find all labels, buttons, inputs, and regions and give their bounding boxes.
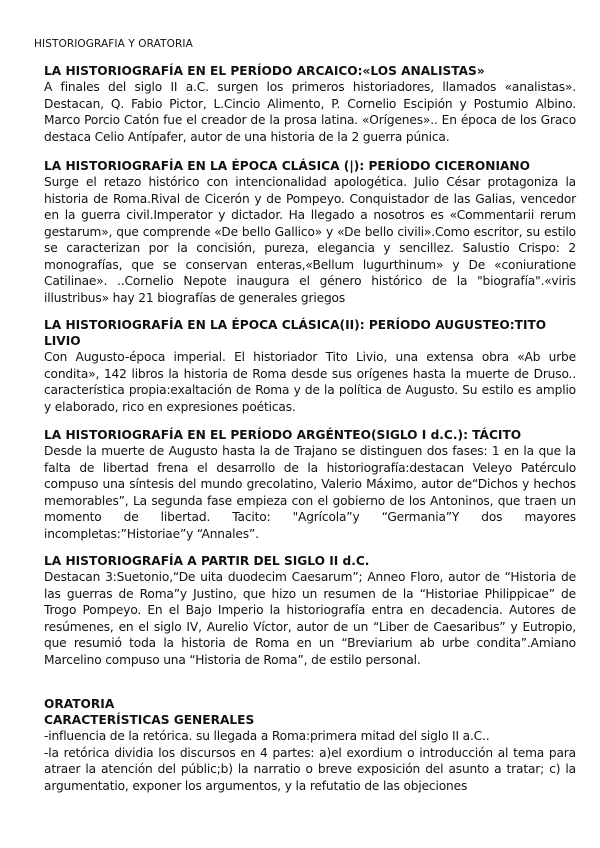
section-body: Surge el retazo histórico con intencionalidad apologética. Julio César protagoniza la historia de Roma.Rival de Cicerón y de Pompeyo. Conquistador de las Galias, vencedor en la guerra civil.Imperator y dictador. Ha llegado a nosotros es «Commentarii rerum gestarum», que comprende «De bello Gallico» y «De bello civili».Como escritor, su estilo se caracterizan por la concisión, pureza, elegancia y sencillez. Salustio Crispo: 2 monografías, que se conservan enteras,«Bellum lugurthinum» y De «coniuratione Catilinae». ..Cornelio Nepote inaugura el género histórico de la "biografía".«viris illustribus» hay 21 biografías de generales griegos bbox=[44, 175, 576, 305]
section-heading: LA HISTORIOGRAFÍA EN EL PERÍODO ARGÉNTEO(SIGLO I d.C.): TÁCITO bbox=[44, 428, 522, 442]
section-body: Destacan 3:Suetonio,“De uita duodecim Caesarum”; Anneo Floro, autor de “Historia de las guerras de Roma”y Justino, que hizo un resumen de la “Historiae Philippicae” de Trogo Pompeyo. En el Bajo Imperio la historiografía entra en decadencia. Autores de resúmenes, en el siglo IV, Aurelio Víctor, autor de un “Liber de Caesaribus” y Eutropio, que resumió toda la historia de Roma en un “Breviarium ab urbe condita”.Amiano Marcelino compuso una “Historia de Roma”, de estilo personal. bbox=[44, 570, 576, 667]
section-periodo-argenteo bbox=[44, 427, 576, 542]
section-body: Con Augusto-época imperial. El historiador Tito Livio, una extensa obra «Ab urbe condita», 142 libros la historia de Roma desde sus orígenes hasta la muerte de Druso.. característica propia:exaltación de Roma y de la política de Augusto. Su estilo es amplio y elaborado, rico en expresiones poéticas. bbox=[44, 350, 576, 414]
section-siglo-ii bbox=[44, 553, 576, 668]
section-body: Desde la muerte de Augusto hasta la de Trajano se distinguen dos fases: 1 en la que la falta de libertad frena el desarrollo de la historiografía:destacan Veleyo Patérculo compuso una síntesis del mundo grecolatino, Valerio Máximo, autor de“Dichos y hechos memorables”, La segunda fase empieza con el gobierno de los Antoninos, que traen un momento de libertad. Tacito: "Agrícola”y “Germania”Y dos mayores incompletas:”Historiae”y “Annales”. bbox=[44, 444, 576, 541]
section-periodo-augusteo bbox=[44, 317, 576, 415]
oratoria-line-1: -influencia de la retórica. su llegada a Roma:primera mitad del siglo II a.C.. bbox=[44, 729, 490, 743]
section-periodo-arcaico bbox=[44, 63, 576, 145]
document-title: HISTORIOGRAFIA Y ORATORIA bbox=[34, 38, 193, 50]
oratoria-subheading: CARACTERÍSTICAS GENERALES bbox=[44, 713, 255, 727]
section-periodo-ciceroniano bbox=[44, 158, 576, 306]
section-heading: LA HISTORIOGRAFÍA EN LA ÉPOCA CLÁSICA(II): PERÍODO AUGUSTEO:TITO LIVIO bbox=[44, 318, 547, 348]
section-heading: LA HISTORIOGRAFÍA A PARTIR DEL SIGLO II d.C. bbox=[44, 554, 370, 568]
section-oratoria bbox=[44, 696, 576, 794]
section-body: A finales del siglo II a.C. surgen los primeros historiadores, llamados «analistas». Destacan, Q. Fabio Pictor, L.Cincio Alimento, P. Cornelio Escipión y Postumio Albino. Marco Porcio Catón fue el creador de la prosa latina. «Orígenes».. En época de los Graco destaca Celio Antípafer, autor de una historia de la 2 guerra púnica. bbox=[44, 80, 576, 144]
oratoria-line-2: -la retórica dividia los discursos en 4 partes: a)el exordium o introducción al tema para atraer la atención del públic;b) la narratio o breve exposición del asunto a tratar; c) la argumentatio, exponer los argumentos, y la refutatio de las objeciones bbox=[44, 745, 576, 793]
section-heading: LA HISTORIOGRAFÍA EN LA ÉPOCA CLÁSICA (|): PERÍODO CICERONIANO bbox=[44, 159, 530, 173]
oratoria-heading: ORATORIA bbox=[44, 697, 115, 711]
section-heading: LA HISTORIOGRAFÍA EN EL PERÍODO ARCAICO:«LOS ANALISTAS» bbox=[44, 64, 485, 78]
